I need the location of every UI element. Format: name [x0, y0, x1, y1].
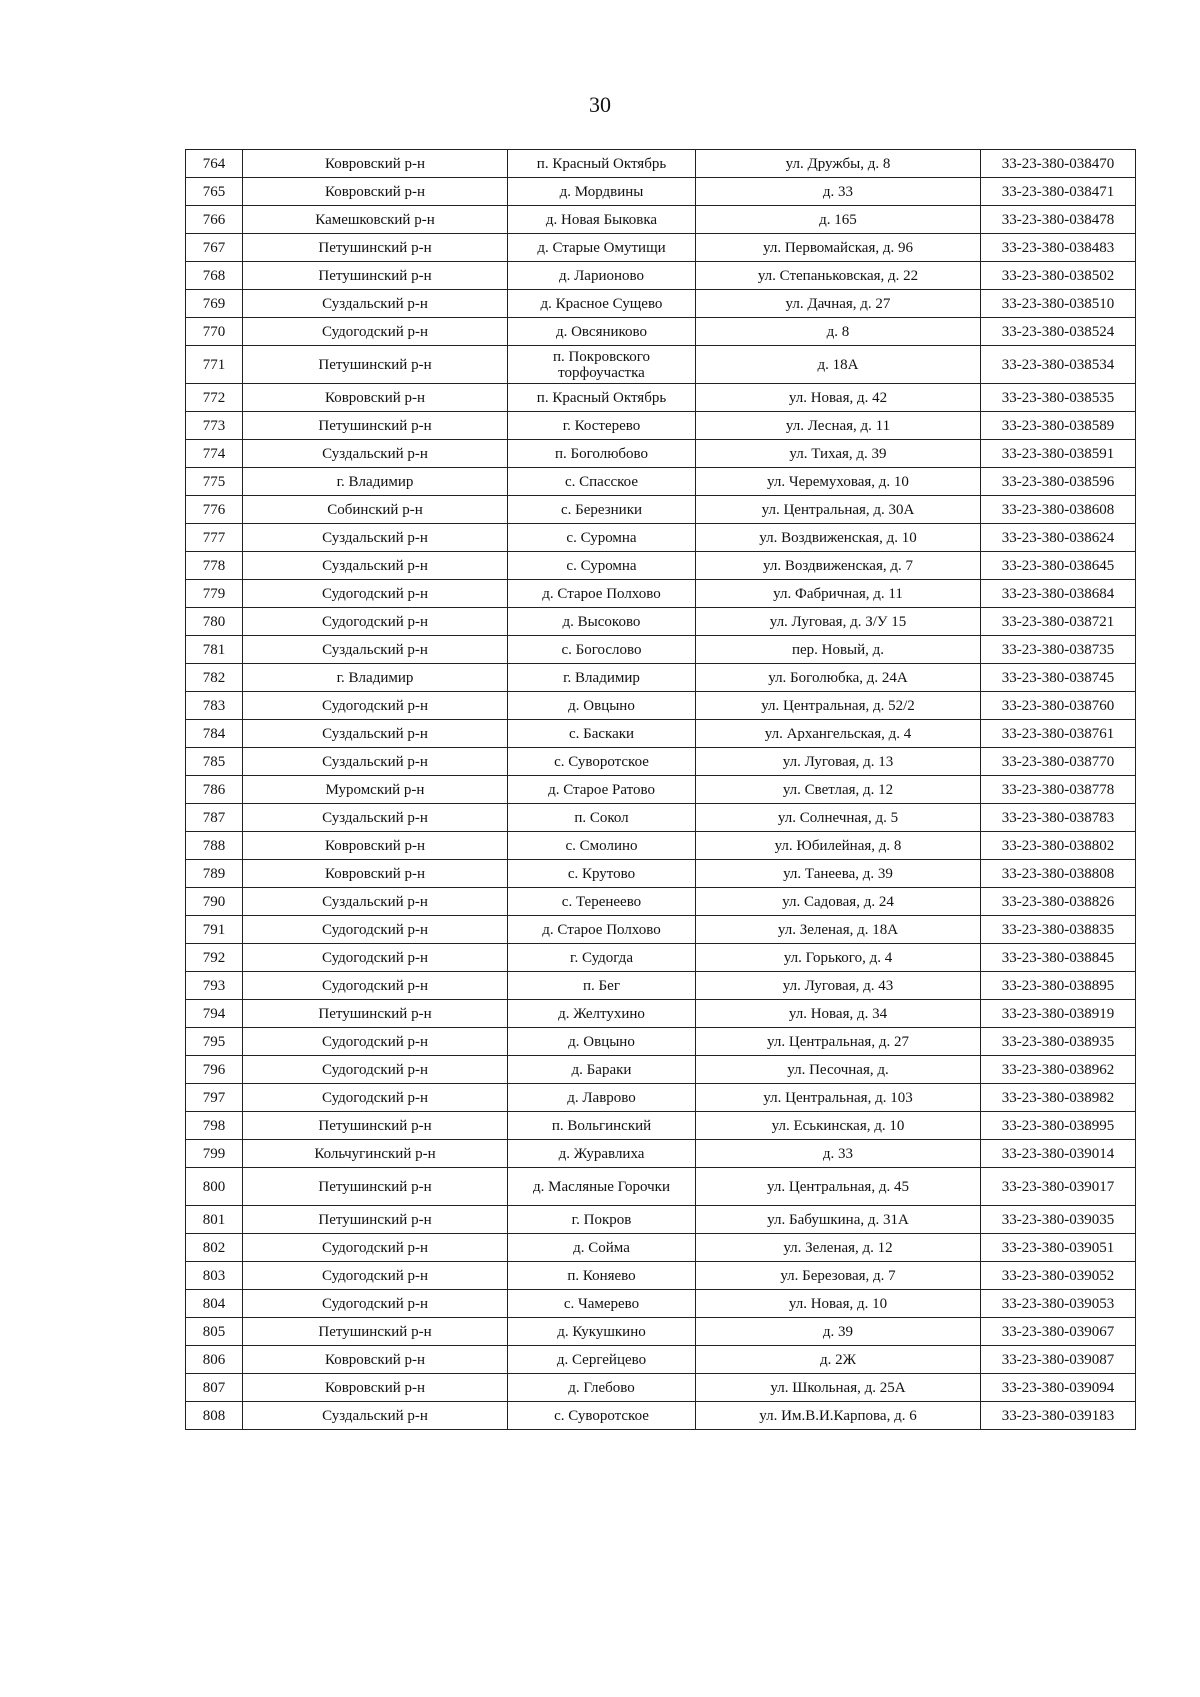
row-number-cell: 772 — [186, 384, 243, 412]
table-row — [186, 972, 1136, 1000]
district-cell: г. Владимир — [243, 664, 508, 692]
cadastral-number-cell: 33-23-380-038845 — [981, 944, 1136, 972]
table-row — [186, 1346, 1136, 1374]
district-cell: Судогодский р-н — [243, 1028, 508, 1056]
settlement-cell: п. Бег — [508, 972, 696, 1000]
table-row — [186, 524, 1136, 552]
settlement-cell: с. Суворотское — [508, 748, 696, 776]
row-number-cell: 800 — [186, 1168, 243, 1206]
row-number-cell: 790 — [186, 888, 243, 916]
district-cell: Судогодский р-н — [243, 1290, 508, 1318]
table-row — [186, 318, 1136, 346]
district-cell: г. Владимир — [243, 468, 508, 496]
settlement-cell: п. Вольгинский — [508, 1112, 696, 1140]
address-cell: ул. Черемуховая, д. 10 — [696, 468, 981, 496]
cadastral-number-cell: 33-23-380-038608 — [981, 496, 1136, 524]
cadastral-number-cell: 33-23-380-038835 — [981, 916, 1136, 944]
address-cell: ул. Новая, д. 42 — [696, 384, 981, 412]
district-cell: Ковровский р-н — [243, 150, 508, 178]
cadastral-number-cell: 33-23-380-038935 — [981, 1028, 1136, 1056]
row-number-cell: 797 — [186, 1084, 243, 1112]
row-number-cell: 806 — [186, 1346, 243, 1374]
district-cell: Собинский р-н — [243, 496, 508, 524]
cadastral-number-cell: 33-23-380-039094 — [981, 1374, 1136, 1402]
table-row — [186, 1112, 1136, 1140]
row-number-cell: 766 — [186, 206, 243, 234]
table-row — [186, 692, 1136, 720]
cadastral-number-cell: 33-23-380-038591 — [981, 440, 1136, 468]
cadastral-number-cell: 33-23-380-038802 — [981, 832, 1136, 860]
district-cell: Петушинский р-н — [243, 262, 508, 290]
district-cell: Суздальский р-н — [243, 1402, 508, 1430]
cadastral-number-cell: 33-23-380-038895 — [981, 972, 1136, 1000]
settlement-cell: д. Мордвины — [508, 178, 696, 206]
district-cell: Ковровский р-н — [243, 384, 508, 412]
settlement-cell: п. Красный Октябрь — [508, 150, 696, 178]
table-row — [186, 944, 1136, 972]
settlement-cell: д. Бараки — [508, 1056, 696, 1084]
address-cell: ул. Лесная, д. 11 — [696, 412, 981, 440]
row-number-cell: 802 — [186, 1234, 243, 1262]
district-cell: Ковровский р-н — [243, 832, 508, 860]
cadastral-number-cell: 33-23-380-038510 — [981, 290, 1136, 318]
district-cell: Петушинский р-н — [243, 1112, 508, 1140]
address-cell: ул. Солнечная, д. 5 — [696, 804, 981, 832]
table-row — [186, 290, 1136, 318]
page-number: 30 — [589, 92, 611, 117]
settlement-cell: д. Желтухино — [508, 1000, 696, 1028]
address-cell: ул. Архангельская, д. 4 — [696, 720, 981, 748]
row-number-cell: 803 — [186, 1262, 243, 1290]
cadastral-number-cell: 33-23-380-038471 — [981, 178, 1136, 206]
table-row — [186, 206, 1136, 234]
row-number-cell: 795 — [186, 1028, 243, 1056]
registry-table-body — [186, 150, 1136, 1430]
settlement-cell: д. Высоково — [508, 608, 696, 636]
settlement-cell: с. Спасское — [508, 468, 696, 496]
address-cell: ул. Воздвиженская, д. 10 — [696, 524, 981, 552]
district-cell: Петушинский р-н — [243, 1000, 508, 1028]
address-cell: ул. Новая, д. 10 — [696, 1290, 981, 1318]
row-number-cell: 775 — [186, 468, 243, 496]
cadastral-number-cell: 33-23-380-039014 — [981, 1140, 1136, 1168]
settlement-cell: п. Боголюбово — [508, 440, 696, 468]
settlement-cell: д. Старые Омутищи — [508, 234, 696, 262]
cadastral-number-cell: 33-23-380-038624 — [981, 524, 1136, 552]
cadastral-number-cell: 33-23-380-038645 — [981, 552, 1136, 580]
row-number-cell: 764 — [186, 150, 243, 178]
district-cell: Судогодский р-н — [243, 1056, 508, 1084]
settlement-cell: д. Кукушкино — [508, 1318, 696, 1346]
table-row — [186, 580, 1136, 608]
address-cell: ул. Луговая, д. 13 — [696, 748, 981, 776]
table-row — [186, 1140, 1136, 1168]
settlement-cell: д. Сергейцево — [508, 1346, 696, 1374]
address-cell: ул. Воздвиженская, д. 7 — [696, 552, 981, 580]
cadastral-number-cell: 33-23-380-039183 — [981, 1402, 1136, 1430]
cadastral-number-cell: 33-23-380-039017 — [981, 1168, 1136, 1206]
district-cell: Суздальский р-н — [243, 720, 508, 748]
settlement-cell: д. Сойма — [508, 1234, 696, 1262]
cadastral-number-cell: 33-23-380-038483 — [981, 234, 1136, 262]
table-row — [186, 1028, 1136, 1056]
table-row — [186, 1084, 1136, 1112]
row-number-cell: 785 — [186, 748, 243, 776]
address-cell: ул. Боголюбка, д. 24А — [696, 664, 981, 692]
cadastral-number-cell: 33-23-380-038770 — [981, 748, 1136, 776]
settlement-cell: п. Коняево — [508, 1262, 696, 1290]
table-row — [186, 860, 1136, 888]
cadastral-number-cell: 33-23-380-038535 — [981, 384, 1136, 412]
row-number-cell: 776 — [186, 496, 243, 524]
settlement-cell: г. Судогда — [508, 944, 696, 972]
table-row — [186, 1056, 1136, 1084]
cadastral-number-cell: 33-23-380-038596 — [981, 468, 1136, 496]
cadastral-number-cell: 33-23-380-038524 — [981, 318, 1136, 346]
district-cell: Ковровский р-н — [243, 178, 508, 206]
table-row — [186, 346, 1136, 384]
table-row — [186, 776, 1136, 804]
row-number-cell: 784 — [186, 720, 243, 748]
address-cell: д. 33 — [696, 178, 981, 206]
address-cell: ул. Первомайская, д. 96 — [696, 234, 981, 262]
row-number-cell: 798 — [186, 1112, 243, 1140]
settlement-cell: г. Покров — [508, 1206, 696, 1234]
table-row — [186, 1206, 1136, 1234]
row-number-cell: 765 — [186, 178, 243, 206]
row-number-cell: 768 — [186, 262, 243, 290]
district-cell: Ковровский р-н — [243, 1374, 508, 1402]
district-cell: Муромский р-н — [243, 776, 508, 804]
settlement-cell: д. Новая Быковка — [508, 206, 696, 234]
cadastral-number-cell: 33-23-380-038826 — [981, 888, 1136, 916]
row-number-cell: 805 — [186, 1318, 243, 1346]
row-number-cell: 796 — [186, 1056, 243, 1084]
table-row — [186, 440, 1136, 468]
settlement-cell: с. Теренеево — [508, 888, 696, 916]
address-cell: ул. Садовая, д. 24 — [696, 888, 981, 916]
table-row — [186, 832, 1136, 860]
table-row — [186, 178, 1136, 206]
table-row — [186, 412, 1136, 440]
table-row — [186, 1290, 1136, 1318]
table-row — [186, 1234, 1136, 1262]
settlement-cell: д. Глебово — [508, 1374, 696, 1402]
address-cell: ул. Школьная, д. 25А — [696, 1374, 981, 1402]
district-cell: Кольчугинский р-н — [243, 1140, 508, 1168]
row-number-cell: 807 — [186, 1374, 243, 1402]
district-cell: Судогодский р-н — [243, 580, 508, 608]
registry-table-container — [185, 149, 1135, 1430]
cadastral-number-cell: 33-23-380-039052 — [981, 1262, 1136, 1290]
district-cell: Петушинский р-н — [243, 1206, 508, 1234]
row-number-cell: 773 — [186, 412, 243, 440]
address-cell: д. 8 — [696, 318, 981, 346]
settlement-cell: д. Овцыно — [508, 1028, 696, 1056]
district-cell: Суздальский р-н — [243, 804, 508, 832]
settlement-cell: с. Суворотское — [508, 1402, 696, 1430]
address-cell: ул. Степаньковская, д. 22 — [696, 262, 981, 290]
address-cell: ул. Березовая, д. 7 — [696, 1262, 981, 1290]
table-row — [186, 804, 1136, 832]
settlement-cell: с. Березники — [508, 496, 696, 524]
district-cell: Судогодский р-н — [243, 972, 508, 1000]
table-row — [186, 1000, 1136, 1028]
row-number-cell: 777 — [186, 524, 243, 552]
table-row — [186, 1318, 1136, 1346]
row-number-cell: 769 — [186, 290, 243, 318]
table-row — [186, 888, 1136, 916]
cadastral-number-cell: 33-23-380-038778 — [981, 776, 1136, 804]
settlement-cell: с. Суромна — [508, 524, 696, 552]
cadastral-number-cell: 33-23-380-038962 — [981, 1056, 1136, 1084]
address-cell: ул. Дачная, д. 27 — [696, 290, 981, 318]
district-cell: Суздальский р-н — [243, 636, 508, 664]
address-cell: ул. Горького, д. 4 — [696, 944, 981, 972]
table-row — [186, 1374, 1136, 1402]
row-number-cell: 793 — [186, 972, 243, 1000]
cadastral-number-cell: 33-23-380-038761 — [981, 720, 1136, 748]
address-cell: ул. Дружбы, д. 8 — [696, 150, 981, 178]
district-cell: Судогодский р-н — [243, 944, 508, 972]
address-cell: пер. Новый, д. — [696, 636, 981, 664]
row-number-cell: 780 — [186, 608, 243, 636]
cadastral-number-cell: 33-23-380-038760 — [981, 692, 1136, 720]
district-cell: Суздальский р-н — [243, 440, 508, 468]
address-cell: ул. Бабушкина, д. 31А — [696, 1206, 981, 1234]
settlement-cell: с. Суромна — [508, 552, 696, 580]
row-number-cell: 804 — [186, 1290, 243, 1318]
settlement-cell: д. Старое Полхово — [508, 916, 696, 944]
row-number-cell: 789 — [186, 860, 243, 888]
settlement-cell: г. Костерево — [508, 412, 696, 440]
row-number-cell: 787 — [186, 804, 243, 832]
address-cell: ул. Светлая, д. 12 — [696, 776, 981, 804]
cadastral-number-cell: 33-23-380-039051 — [981, 1234, 1136, 1262]
settlement-cell: п. Сокол — [508, 804, 696, 832]
cadastral-number-cell: 33-23-380-038808 — [981, 860, 1136, 888]
cadastral-number-cell: 33-23-380-039053 — [981, 1290, 1136, 1318]
cadastral-number-cell: 33-23-380-038919 — [981, 1000, 1136, 1028]
table-row — [186, 916, 1136, 944]
district-cell: Судогодский р-н — [243, 1262, 508, 1290]
address-cell: д. 33 — [696, 1140, 981, 1168]
table-row — [186, 636, 1136, 664]
row-number-cell: 783 — [186, 692, 243, 720]
cadastral-number-cell: 33-23-380-038721 — [981, 608, 1136, 636]
settlement-cell: д. Овсяниково — [508, 318, 696, 346]
district-cell: Петушинский р-н — [243, 1168, 508, 1206]
district-cell: Петушинский р-н — [243, 412, 508, 440]
address-cell: д. 2Ж — [696, 1346, 981, 1374]
table-row — [186, 608, 1136, 636]
district-cell: Суздальский р-н — [243, 290, 508, 318]
district-cell: Судогодский р-н — [243, 916, 508, 944]
settlement-cell: с. Чамерево — [508, 1290, 696, 1318]
cadastral-number-cell: 33-23-380-038982 — [981, 1084, 1136, 1112]
cadastral-number-cell: 33-23-380-038684 — [981, 580, 1136, 608]
settlement-cell: д. Масляные Горочки — [508, 1168, 696, 1206]
registry-table — [185, 149, 1136, 1430]
table-row — [186, 262, 1136, 290]
settlement-cell: с. Смолино — [508, 832, 696, 860]
address-cell: д. 18А — [696, 346, 981, 384]
row-number-cell: 799 — [186, 1140, 243, 1168]
table-row — [186, 1168, 1136, 1206]
row-number-cell: 801 — [186, 1206, 243, 1234]
row-number-cell: 782 — [186, 664, 243, 692]
address-cell: ул. Песочная, д. — [696, 1056, 981, 1084]
row-number-cell: 771 — [186, 346, 243, 384]
address-cell: ул. Центральная, д. 103 — [696, 1084, 981, 1112]
cadastral-number-cell: 33-23-380-038745 — [981, 664, 1136, 692]
row-number-cell: 794 — [186, 1000, 243, 1028]
table-row — [186, 496, 1136, 524]
cadastral-number-cell: 33-23-380-038502 — [981, 262, 1136, 290]
table-row — [186, 748, 1136, 776]
address-cell: ул. Танеева, д. 39 — [696, 860, 981, 888]
settlement-cell: д. Ларионово — [508, 262, 696, 290]
address-cell: ул. Центральная, д. 45 — [696, 1168, 981, 1206]
settlement-cell: с. Крутово — [508, 860, 696, 888]
address-cell: ул. Зеленая, д. 18А — [696, 916, 981, 944]
address-cell: д. 39 — [696, 1318, 981, 1346]
address-cell: ул. Им.В.И.Карпова, д. 6 — [696, 1402, 981, 1430]
row-number-cell: 779 — [186, 580, 243, 608]
address-cell: ул. Новая, д. 34 — [696, 1000, 981, 1028]
address-cell: д. 165 — [696, 206, 981, 234]
settlement-cell: д. Красное Сущево — [508, 290, 696, 318]
table-row — [186, 1402, 1136, 1430]
settlement-cell: п. Покровского торфоучастка — [508, 346, 696, 384]
table-row — [186, 468, 1136, 496]
address-cell: ул. Луговая, д. 43 — [696, 972, 981, 1000]
district-cell: Судогодский р-н — [243, 1234, 508, 1262]
settlement-cell: д. Овцыно — [508, 692, 696, 720]
district-cell: Судогодский р-н — [243, 318, 508, 346]
table-row — [186, 384, 1136, 412]
district-cell: Ковровский р-н — [243, 1346, 508, 1374]
cadastral-number-cell: 33-23-380-038783 — [981, 804, 1136, 832]
district-cell: Петушинский р-н — [243, 346, 508, 384]
address-cell: ул. Еськинская, д. 10 — [696, 1112, 981, 1140]
settlement-cell: п. Красный Октябрь — [508, 384, 696, 412]
district-cell: Ковровский р-н — [243, 860, 508, 888]
row-number-cell: 774 — [186, 440, 243, 468]
address-cell: ул. Луговая, д. З/У 15 — [696, 608, 981, 636]
table-row — [186, 1262, 1136, 1290]
settlement-cell: д. Лаврово — [508, 1084, 696, 1112]
table-row — [186, 150, 1136, 178]
cadastral-number-cell: 33-23-380-038995 — [981, 1112, 1136, 1140]
table-row — [186, 552, 1136, 580]
row-number-cell: 791 — [186, 916, 243, 944]
settlement-cell: д. Старое Полхово — [508, 580, 696, 608]
cadastral-number-cell: 33-23-380-038589 — [981, 412, 1136, 440]
district-cell: Петушинский р-н — [243, 1318, 508, 1346]
row-number-cell: 808 — [186, 1402, 243, 1430]
row-number-cell: 788 — [186, 832, 243, 860]
cadastral-number-cell: 33-23-380-039035 — [981, 1206, 1136, 1234]
table-row — [186, 234, 1136, 262]
row-number-cell: 770 — [186, 318, 243, 346]
address-cell: ул. Центральная, д. 27 — [696, 1028, 981, 1056]
row-number-cell: 792 — [186, 944, 243, 972]
cadastral-number-cell: 33-23-380-038534 — [981, 346, 1136, 384]
cadastral-number-cell: 33-23-380-039067 — [981, 1318, 1136, 1346]
address-cell: ул. Центральная, д. 52/2 — [696, 692, 981, 720]
address-cell: ул. Тихая, д. 39 — [696, 440, 981, 468]
cadastral-number-cell: 33-23-380-038470 — [981, 150, 1136, 178]
district-cell: Судогодский р-н — [243, 1084, 508, 1112]
settlement-cell: с. Богослово — [508, 636, 696, 664]
row-number-cell: 778 — [186, 552, 243, 580]
district-cell: Суздальский р-н — [243, 888, 508, 916]
settlement-cell: г. Владимир — [508, 664, 696, 692]
district-cell: Суздальский р-н — [243, 524, 508, 552]
district-cell: Судогодский р-н — [243, 692, 508, 720]
district-cell: Суздальский р-н — [243, 552, 508, 580]
district-cell: Суздальский р-н — [243, 748, 508, 776]
district-cell: Петушинский р-н — [243, 234, 508, 262]
cadastral-number-cell: 33-23-380-038735 — [981, 636, 1136, 664]
address-cell: ул. Зеленая, д. 12 — [696, 1234, 981, 1262]
district-cell: Судогодский р-н — [243, 608, 508, 636]
address-cell: ул. Центральная, д. 30А — [696, 496, 981, 524]
row-number-cell: 786 — [186, 776, 243, 804]
table-row — [186, 720, 1136, 748]
settlement-cell: д. Старое Ратово — [508, 776, 696, 804]
address-cell: ул. Фабричная, д. 11 — [696, 580, 981, 608]
row-number-cell: 781 — [186, 636, 243, 664]
table-row — [186, 664, 1136, 692]
district-cell: Камешковский р-н — [243, 206, 508, 234]
cadastral-number-cell: 33-23-380-038478 — [981, 206, 1136, 234]
settlement-cell: с. Баскаки — [508, 720, 696, 748]
row-number-cell: 767 — [186, 234, 243, 262]
settlement-cell: д. Журавлиха — [508, 1140, 696, 1168]
cadastral-number-cell: 33-23-380-039087 — [981, 1346, 1136, 1374]
address-cell: ул. Юбилейная, д. 8 — [696, 832, 981, 860]
